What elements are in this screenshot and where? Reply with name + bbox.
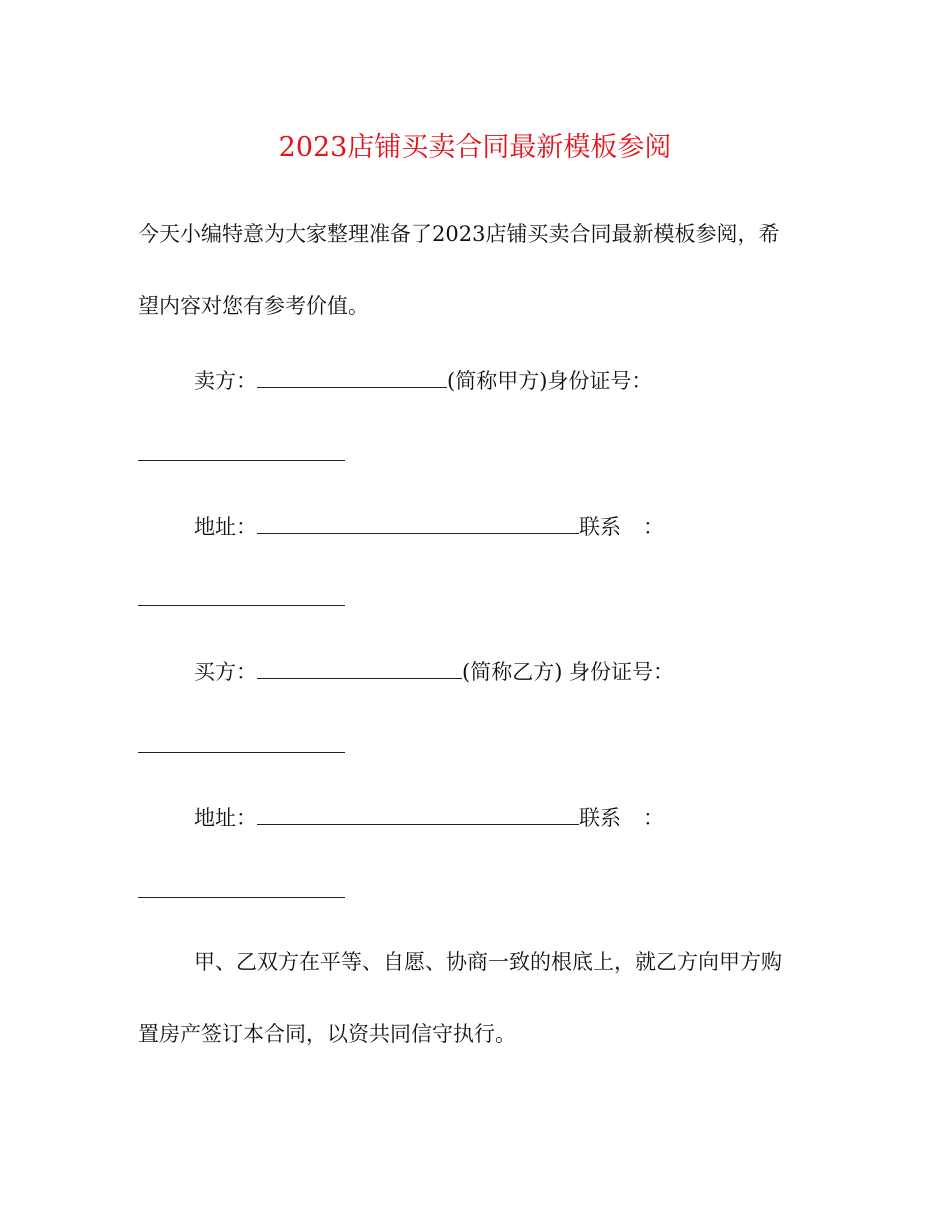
buyer-line <box>194 656 674 687</box>
buyer-suffix: (简称乙方) 身份证号： <box>462 660 675 684</box>
intro-line-2: 望内容对您有参考价值。 <box>138 294 369 318</box>
seller-address-line <box>194 511 664 542</box>
buyer-address-line <box>194 802 664 833</box>
buyer-contact-label: 联系 <box>579 806 621 830</box>
agreement-line-1: 甲、乙双方在平等、自愿、协商一致的根底上，就乙方向甲方购 <box>194 950 782 974</box>
buyer-contact-blank <box>138 897 345 898</box>
seller-contact-blank <box>138 605 345 606</box>
buyer-label: 买方： <box>194 660 257 684</box>
seller-suffix: (简称甲方)身份证号： <box>447 369 653 393</box>
seller-address-blank <box>257 511 579 534</box>
buyer-id-blank <box>138 752 345 753</box>
seller-contact-colon: ： <box>643 515 664 539</box>
buyer-contact-colon: ： <box>643 806 664 830</box>
seller-address-label: 地址： <box>194 515 257 539</box>
buyer-address-blank <box>257 802 579 825</box>
seller-name-blank <box>257 365 447 388</box>
buyer-name-blank <box>257 656 462 679</box>
intro-line-1: 今天小编特意为大家整理准备了2023店铺买卖合同最新模板参阅，希 <box>138 222 780 246</box>
seller-id-blank <box>138 460 345 461</box>
document-title: 2023店铺买卖合同最新模板参阅 <box>278 132 672 163</box>
seller-line <box>194 365 652 396</box>
seller-label: 卖方： <box>194 369 257 393</box>
buyer-address-label: 地址： <box>194 806 257 830</box>
seller-contact-label: 联系 <box>579 515 621 539</box>
agreement-line-2: 置房产签订本合同，以资共同信守执行。 <box>138 1022 516 1046</box>
